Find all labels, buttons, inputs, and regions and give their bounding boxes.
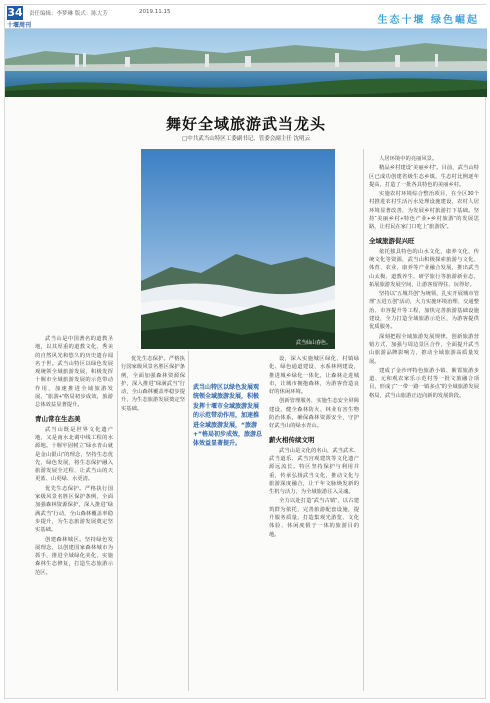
pull-quote: 武当山特区以绿色发展观统领全域旅游发展，积极发挥十堰市全域旅游发展的示范带动作用，加速推进全域旅游发展，“旅游+”格局初步成效，旅游总体效益显著提升。 xyxy=(193,384,262,448)
page-number: 34 xyxy=(7,6,23,19)
article-title: 舞好全域旅游武当龙头 xyxy=(165,115,326,133)
paragraph: 武当山是文化的名山，武当武术、武当道乐、武当宫观建筑等文化遗产源远流长。特区坚持保护与利用并重，传承弘扬武当文化，推动文化与旅游深度融合，让千年文脉焕发新的生机与活力，为全域旅游注入灵魂。 xyxy=(269,447,359,496)
paragraph: 全力以赴打造“武当古镇”，以古建筑群为依托，完善旅游配套设施，提升服务质量，打造集观光游览、文化体验、休闲度假于一体的旅游目的地。 xyxy=(269,498,359,538)
section-heading: 薪火相传续文明 xyxy=(269,435,315,444)
paragraph: 人居环境中的亮丽风景。 xyxy=(379,156,438,162)
paragraph: 依托独具特色的山水文化、康养文化、传统文化等资源，武当山积极探索旅游与文化、体育、农业、康养等产业融合发展，推出武当山太极、道教养生、研学旅行等旅游新业态，拓展旅游发展空间，让游客留得住、玩得好。 xyxy=(369,248,479,288)
paragraph: 武当山既是世界文化遗产地，又是南水北调中线工程的水源地。十堰牢固树立“绿水青山就是金山银山”的理念，坚持生态优先，绿色发展，将生态保护融入旅游发展全过程，让武当山的天更蓝、山更绿、水更清。 xyxy=(35,426,113,483)
column-divider xyxy=(117,351,118,691)
paragraph: 创建森林城区。坚持绿色发展理念，以创建国家森林城市为抓手，推进全域绿化美化，实施森林生态修复，打造生态旅游示范区。 xyxy=(35,536,113,576)
section-banner: 生态十堰 绿色崛起 xyxy=(377,15,479,26)
paragraph: 深刻把握全域旅游发展规律，创新旅游营销方式，加强与周边景区合作，全面提升武当山旅游品牌影响力，推动全域旅游高质量发展。 xyxy=(369,333,479,365)
photo-caption: 武当仙山春色。 xyxy=(295,340,331,346)
lake-city-photo xyxy=(5,29,487,97)
paragraph: 实施农村环境综合整治项目，在全区30个村推进农村生活污水处理设施建设，农村人居环境显著改善，为发展乡村旅游打下基础。坚持“美丽乡村+特色产业+乡村旅游”的发展思路，让村民在家门口吃上“旅游饭”。 xyxy=(369,191,479,231)
paragraph: 坚持以“五城共创”为统领，扎实开展城市管理“五进五创”活动，大力实施环境治理、交通整治、市容提升等工程，加快完善旅游基础设施建设，全力打造全域旅游示范区，为游客提供优质服务。 xyxy=(369,291,479,331)
newspaper-page xyxy=(4,4,486,699)
section-heading: 全域旅游促兴旺 xyxy=(369,236,415,245)
paragraph: 设，深入实施城区绿化、村镇绿化、绿色通道建设、水系林网建设，推进城乡绿化一体化，让森林走进城市，让城市拥抱森林，为游客营造良好的休闲环境。 xyxy=(269,356,359,396)
paragraph: 建成了金沙坪特色旅游小镇、紫霄旅游步道、元和观农家乐示范村等一批文旅融合项目，形成了“一带一路一镇多点”的全域旅游发展格局，武当山旅游正迈向新的发展阶段。 xyxy=(369,367,479,399)
column-divider xyxy=(363,149,364,691)
page-header xyxy=(5,5,487,29)
paper-name: 十堰周刊 xyxy=(7,22,32,29)
column-divider xyxy=(188,351,189,691)
paragraph: 武当山是中国著名的道教圣地，以其厚重的道教文化、秀美的自然风光和悠久的历史遗存闻名于世。武当山特区以绿色发展观统领全域旅游发展，积极发挥十堰市全域旅游发展的示范带动作用，加速推进全域旅游发展，“旅游+”格局初步成效，旅游总体效益显著提升。 xyxy=(35,336,113,409)
column-3 xyxy=(369,155,479,695)
column-1b xyxy=(121,355,185,695)
mountain-photo xyxy=(141,149,335,349)
article-byline: □中共武当山特区工委副书记、管委会副主任 沈明云 xyxy=(182,136,310,142)
editor-line: 责任编辑：李梦琳 版式：陈大芳 xyxy=(29,11,108,17)
paragraph: 优先生态保护。严格执行国家级风景名胜区保护条例，全面加强森林资源保护，深入推进“绿满武当”行动，全山森林覆盖率稳步提升，为生态旅游发展奠定坚实基础。 xyxy=(35,485,113,534)
issue-date: 2019.11.15 xyxy=(139,9,171,15)
column-2 xyxy=(269,355,359,695)
paragraph: 创新管理服务，实施生态安全屏障建设，健全森林防火、林业有害生物防治体系，确保森林资源安全，守护好武当山的绿水青山。 xyxy=(269,398,359,430)
column-1 xyxy=(35,335,113,695)
section-heading: 青山常在生态美 xyxy=(35,414,81,423)
paragraph: 优先生态保护。严格执行国家级风景名胜区保护条例，全面加强森林资源保护，深入推进“绿满武当”行动，全山森林覆盖率稳步提升，为生态旅游发展奠定坚实基础。 xyxy=(121,356,185,412)
paragraph: 精品乡村建设“美丽乡村”。目前，武当山特区已成功创建省级生态乡镇，生态村比例逐年提高，打造了一批各具特色的美丽乡村。 xyxy=(369,165,479,188)
